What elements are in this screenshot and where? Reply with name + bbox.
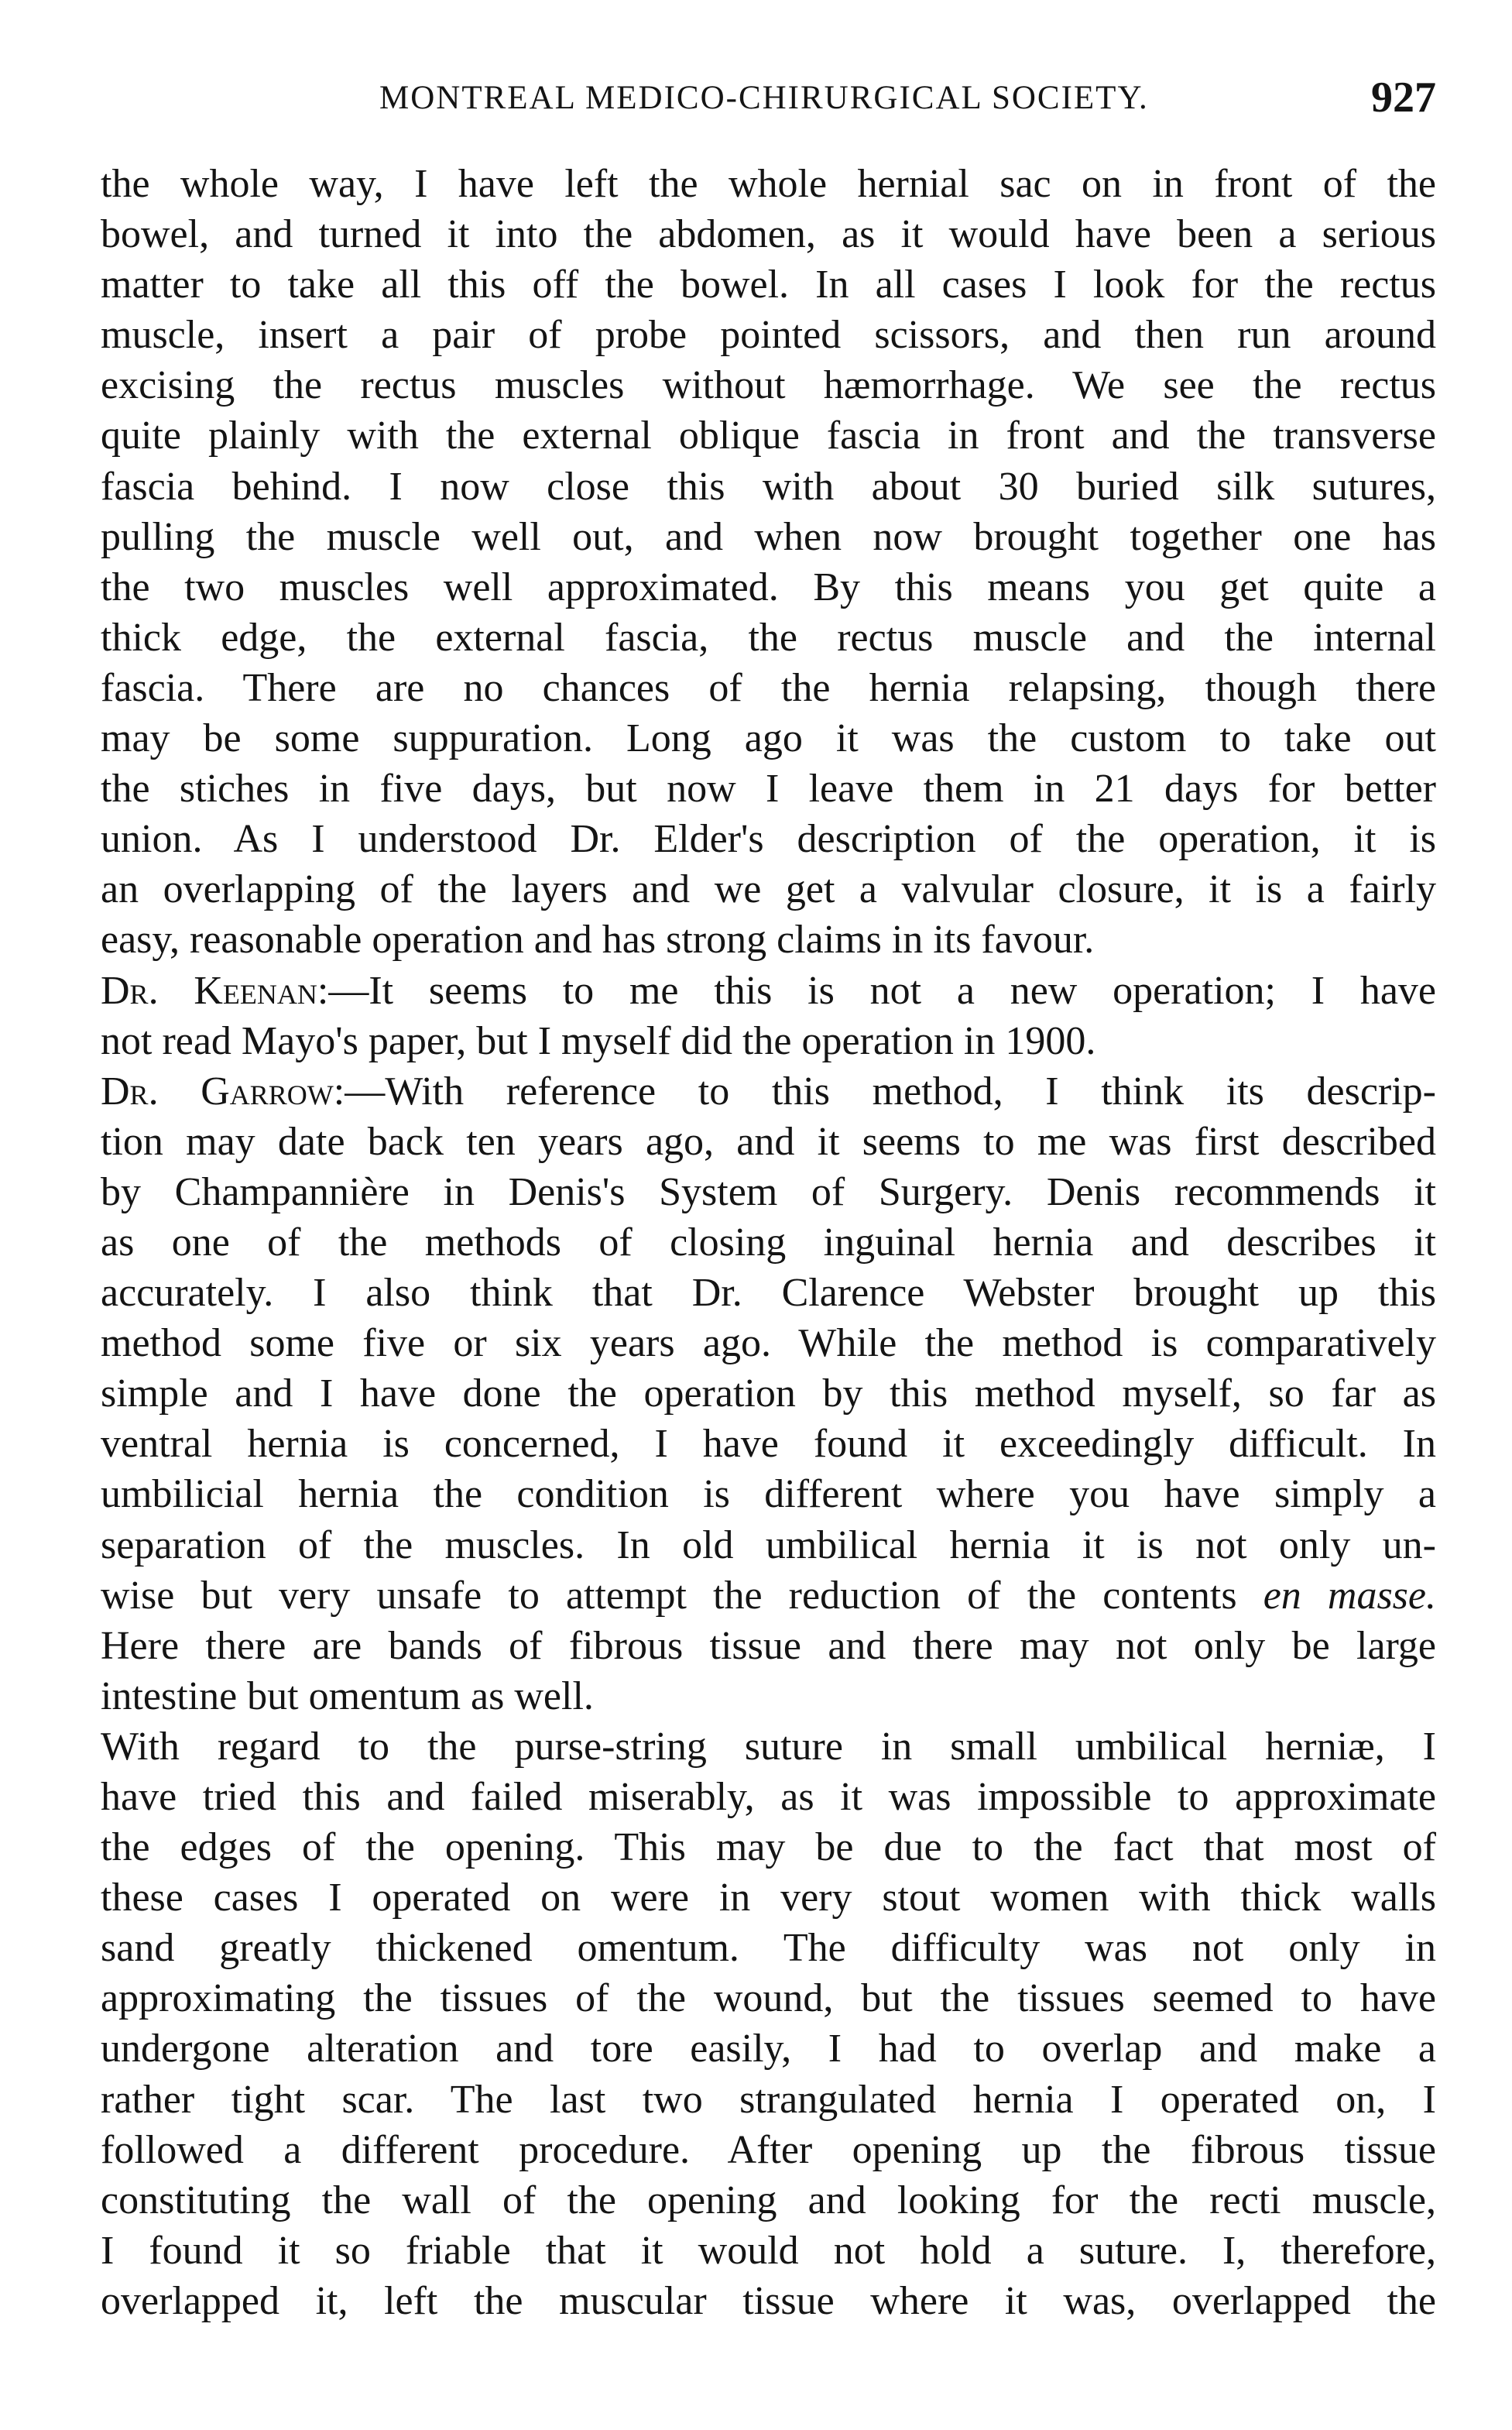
text-line: simple and I have done the operation by this method myself, so far as [101, 1371, 1436, 1416]
italic-phrase: en masse. [1263, 1573, 1436, 1618]
text-line: separation of the muscles. In old umbilical hernia it is not only un- [101, 1522, 1436, 1567]
text-line: approximating the tissues of the wound, but the tissues seemed to have [101, 1976, 1436, 2021]
page-number: 927 [1371, 74, 1436, 122]
text-line: pulling the muscle well out, and when now brought together one has [101, 514, 1436, 559]
text-line: thick edge, the external fascia, the rectus muscle and the internal [101, 615, 1436, 660]
running-head [101, 73, 1436, 127]
text-line: the two muscles well approximated. By this means you get quite a [101, 565, 1436, 609]
text-line: sand greatly thickened omentum. The difficulty was not only in [101, 1926, 1436, 1971]
text-line: I found it so friable that it would not hold a suture. I, therefore, [101, 2228, 1436, 2273]
text-line: the edges of the opening. This may be due to the fact that most of [101, 1825, 1436, 1870]
text-line: these cases I operated on were in very stout women with thick walls [101, 1876, 1436, 1920]
speaker-paragraph-keenan [101, 966, 1436, 1016]
speaker-paragraph-garrow [101, 1066, 1436, 1117]
text-line: muscle, insert a pair of probe pointed scissors, and then run around [101, 313, 1436, 358]
speaker-label: Dr. Garrow:— [101, 1069, 386, 1114]
text-line: undergone alteration and tore easily, I had to overlap and make a [101, 2027, 1436, 2071]
text-line: bowel, and turned it into the abdomen, as it would have been a serious [101, 212, 1436, 257]
text-line: the stiches in five days, but now I leave them in 21 days for better [101, 767, 1436, 812]
text-line: With regard to the purse-string suture in small umbilical herniæ, I [101, 1724, 1436, 1769]
text-line: as one of the methods of closing inguinal hernia and describes it [101, 1220, 1436, 1265]
text-line: tion may date back ten years ago, and it seems to me was first described [101, 1119, 1436, 1164]
text-line: ventral hernia is concerned, I have found it exceedingly difficult. In [101, 1422, 1436, 1467]
text-line: have tried this and failed miserably, as it was impossible to approximate [101, 1775, 1436, 1819]
text-line-with-italic [101, 1570, 1436, 1621]
text-line: accurately. I also think that Dr. Clarence Webster brought up this [101, 1271, 1436, 1316]
text-line: umbilicial hernia the condition is different where you have simply a [101, 1472, 1436, 1517]
text-line: matter to take all this off the bowel. In all cases I look for the rectus [101, 263, 1436, 307]
text-line: fascia. There are no chances of the hernia relapsing, though there [101, 665, 1436, 710]
text-line: fascia behind. I now close this with about 30 buried silk sutures, [101, 464, 1436, 509]
text-line: quite plainly with the external oblique fascia in front and the transverse [101, 414, 1436, 458]
text-line: union. As I understood Dr. Elder's description of the operation, it is [101, 817, 1436, 862]
text-line: intestine but omentum as well. [101, 1673, 594, 1718]
text-line: easy, reasonable operation and has strong claims in its favour. [101, 918, 1095, 963]
text-line: an overlapping of the layers and we get a valvular closure, it is a fairly [101, 867, 1436, 912]
text-line: overlapped it, left the muscular tissue where it was, overlapped the [101, 2278, 1436, 2323]
text-line: rather tight scar. The last two strangulated hernia I operated on, I [101, 2077, 1436, 2122]
body-text [101, 159, 1436, 2326]
running-head-title: MONTREAL MEDICO-CHIRURGICAL SOCIETY. [379, 80, 1149, 116]
speaker-label: Dr. Keenan:— [101, 968, 369, 1013]
text-line: may be some suppuration. Long ago it was the custom to take out [101, 716, 1436, 761]
text-line: not read Mayo's paper, but I myself did the operation in 1900. [101, 1018, 1096, 1063]
text-line: wise but very unsafe to attempt the reduction of the contents [101, 1573, 1237, 1618]
text-line: Here there are bands of fibrous tissue and there may not only be large [101, 1623, 1436, 1668]
text-line: With reference to this method, I think its descrip- [385, 1069, 1436, 1114]
text-line: constituting the wall of the opening and looking for the recti muscle, [101, 2178, 1436, 2222]
text-line: It seems to me this is not a new operation; I have [369, 968, 1436, 1013]
text-line: by Champannière in Denis's System of Surgery. Denis recommends it [101, 1169, 1436, 1214]
text-line: excising the rectus muscles without hæmorrhage. We see the rectus [101, 363, 1436, 408]
text-line: method some five or six years ago. While the method is comparatively [101, 1321, 1436, 1366]
text-line: followed a different procedure. After opening up the fibrous tissue [101, 2127, 1436, 2172]
text-line: the whole way, I have left the whole hernial sac on in front of the [101, 162, 1436, 206]
